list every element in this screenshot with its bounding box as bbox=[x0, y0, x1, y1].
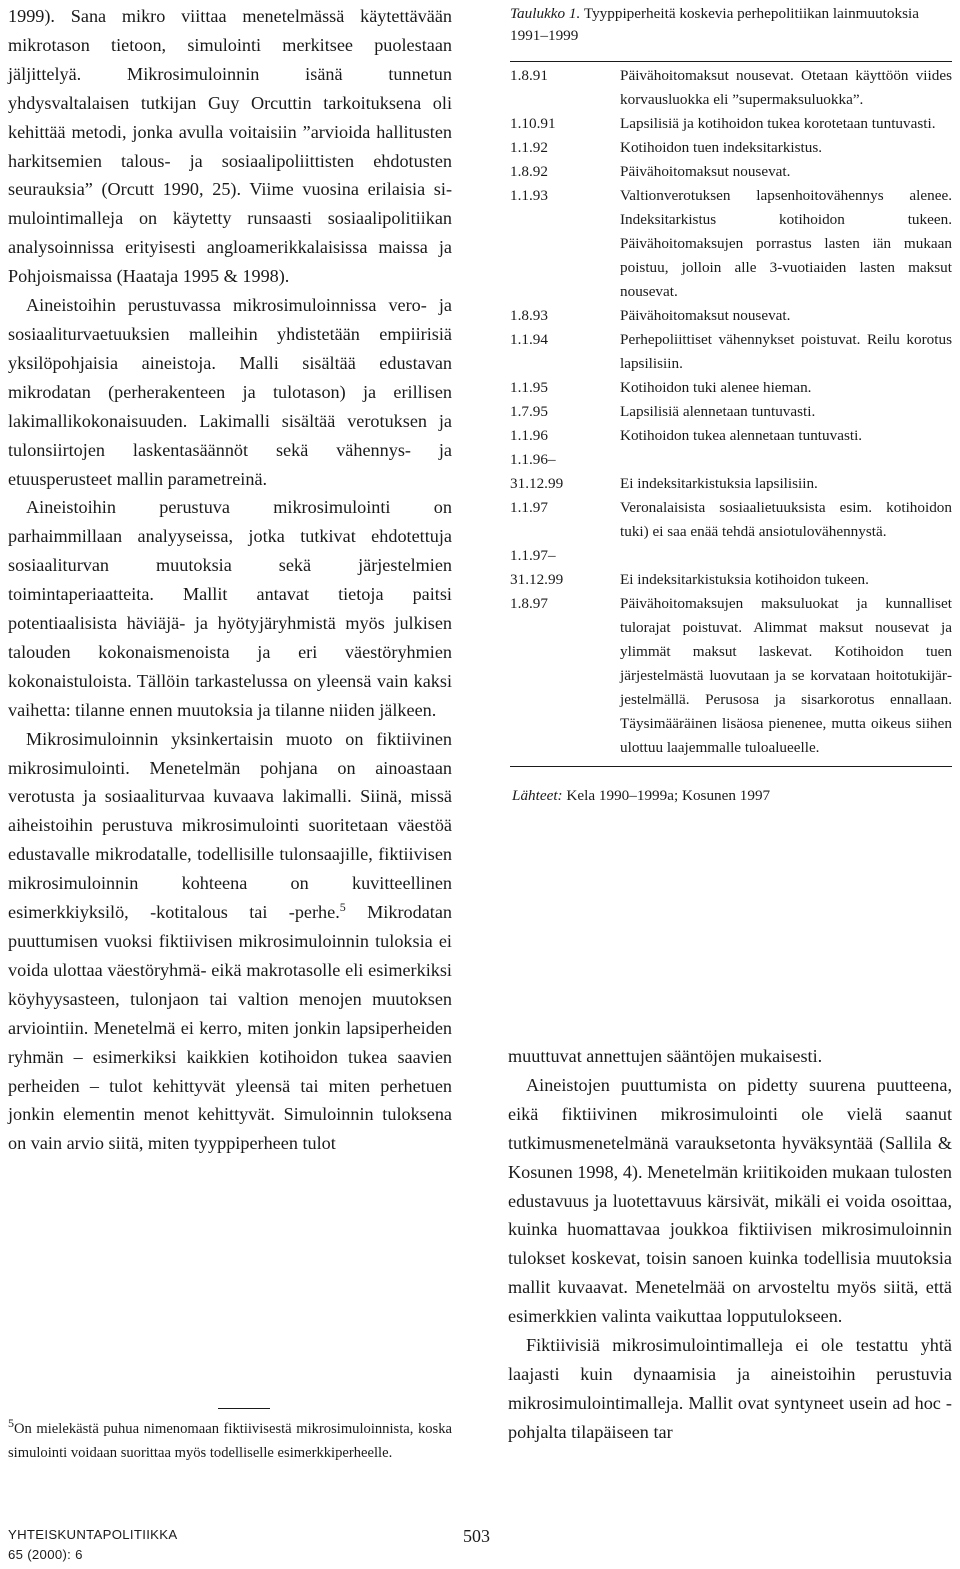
table-row bbox=[510, 184, 952, 304]
row-date: 1.7.95 bbox=[510, 403, 548, 420]
right-column bbox=[508, 1042, 952, 1447]
table-body bbox=[510, 64, 952, 760]
row-description: Päivähoitomaksujen maksuluokat ja kunnalliset tulorajat poistuvat. Alimmat maksut nousevat ja ylimmät maksut laskevat. Kotihoidon tuen järjestelmästä luovutaan ja se korvataan hoitotukijärjestelmällä. Perusosa ja sisarkorotus ennallaan. Täysimääräinen lisäosa pienenee, mutta oikeus siihen ulottuu laajemmalle tuloalueelle. bbox=[620, 595, 952, 756]
table-row bbox=[510, 400, 952, 424]
table-row bbox=[510, 568, 952, 592]
row-date: 1.1.97– bbox=[510, 547, 556, 564]
table-block bbox=[510, 0, 952, 807]
row-date: 31.12.99 bbox=[510, 475, 564, 492]
paragraph-text: Mikrosimuloinnin yksinkertaisin muoto on fiktiivinen mikrosimulointi. Menetelmän pohjana on ainoastaan verotusta ja sosiaaliturvaa kuvaava lakimalli. Siinä, missä aiheistoihin perustuva mikrosimulointi suoritetaan väestöä edustavalle mikrodatalle, todellisille tulonsaajille, fiktiivisen mikrosimuloinnin kohteena on kuvitteellinen esimerkkiyksilö, -kotitalous tai -perhe. bbox=[8, 728, 452, 923]
table-title: Tyyppiperheitä koskevia perhepolitiikan lainmuutoksia 1991–1999 bbox=[510, 5, 919, 44]
row-date: 1.1.93 bbox=[510, 187, 548, 204]
table-row bbox=[510, 112, 952, 136]
row-description: Päivähoitomaksut nousevat. Otetaan käyttöön viides korvausluokka eli ”supermaksuluokka”. bbox=[620, 67, 952, 108]
table-sources bbox=[512, 785, 952, 807]
row-description: Veronalaisista sosiaalietuuksista esim. kotihoidon tuki) ei saa enää tehdä ansiotulovähennystä. bbox=[620, 499, 952, 540]
body-paragraph bbox=[8, 725, 452, 1159]
row-description: Ei indeksitarkistuksia lapsilisiin. bbox=[620, 475, 818, 492]
sources-label: Lähteet: bbox=[512, 787, 563, 804]
page-number: 503 bbox=[463, 1526, 490, 1546]
table-row bbox=[510, 472, 952, 496]
row-date: 1.8.91 bbox=[510, 67, 548, 84]
row-description: Valtionverotuksen lapsenhoitovähennys alenee. Indeksitarkistus kotihoidon tukeen. Päivähoitomaksujen porrastus lasten iän mukaan poistuu, jolloin alle 3-vuotiaiden lasten maksut nousevat. bbox=[620, 187, 952, 300]
row-date: 1.1.94 bbox=[510, 331, 548, 348]
table-bottom-rule bbox=[510, 766, 952, 767]
table-row bbox=[510, 544, 952, 568]
table-row bbox=[510, 304, 952, 328]
row-date: 1.8.97 bbox=[510, 595, 548, 612]
table-row bbox=[510, 496, 952, 544]
table-caption bbox=[510, 3, 952, 47]
body-paragraph: Aineistoihin perustuvassa mikrosimuloinnissa vero- ja sosiaaliturvaetuuksien malleihin yhdistetään empiirisiä yksilöpohjaisia aineistoja. Malli sisältää edustavan mikrodatan (perherakenteen ja tulotason) ja erillisen lakimallikokonaisuuden. Lakimalli sisältää verotuksen ja tulonsiirtojen laskentasäännöt sekä vähennys- ja etuusperusteet mallin parametreinä. bbox=[8, 295, 452, 489]
row-description: Ei indeksitarkistuksia kotihoidon tukeen. bbox=[620, 571, 869, 588]
table-row bbox=[510, 376, 952, 400]
row-date: 31.12.99 bbox=[510, 571, 564, 588]
row-description: Perhepoliittiset vähennykset poistuvat. Reilu korotus lapsilisiin. bbox=[620, 331, 952, 372]
row-date: 1.8.92 bbox=[510, 163, 548, 180]
table-top-rule bbox=[510, 61, 952, 62]
row-date: 1.1.96 bbox=[510, 427, 548, 444]
row-description: Kotihoidon tuki alenee hieman. bbox=[620, 379, 812, 396]
table-row bbox=[510, 424, 952, 448]
table-label: Taulukko 1. bbox=[510, 5, 581, 22]
journal-name: YHTEISKUNTAPOLITIIKKA bbox=[8, 1527, 178, 1542]
row-date: 1.1.92 bbox=[510, 139, 548, 156]
row-description: Lapsilisiä ja kotihoidon tukea korotetaan tuntuvasti. bbox=[620, 115, 936, 132]
body-paragraph: 1999). Sana mikro viittaa menetelmässä käytettävään mikrotason tietoon, simulointi merkitsee puolestaan jäljittelyä. Mikrosimuloinnin isänä tunnetun yhdysvaltalaisen tutkijan Guy Orcuttin tarkoituksena oli kehittää metodi, jonka avulla voitaisiin ”arvioida hallitusten harkitsemien talous- ja sosiaalipoliittisten ehdotusten seurauksia” (Orcutt 1990, 25). Viime vuosina erilaisia simulointimalleja on käytetty runsaasti sosiaalipolitiikan analysoinnissa erityisesti angloamerikkalaisissa maissa ja Pohjoismaissa (Haataja 1995 & 1998). bbox=[8, 6, 452, 287]
row-description: Kotihoidon tuen indeksitarkistus. bbox=[620, 139, 823, 156]
footnote-divider bbox=[218, 1408, 270, 1409]
row-description: Päivähoitomaksut nousevat. bbox=[620, 307, 791, 324]
footnote-text: On mielekästä puhua nimenomaan fiktiivisestä mikrosimuloinnista, koska simulointi voidaan suorittaa myös todelliselle esimerkkiperheelle. bbox=[8, 1421, 452, 1461]
journal-info bbox=[8, 1525, 177, 1565]
row-description: Kotihoidon tukea alennetaan tuntuvasti. bbox=[620, 427, 863, 444]
table-row bbox=[510, 136, 952, 160]
journal-issue: 65 (2000): 6 bbox=[8, 1547, 83, 1562]
row-date: 1.1.96– bbox=[510, 451, 556, 468]
row-description bbox=[620, 448, 952, 472]
row-date: 1.1.97 bbox=[510, 499, 548, 516]
row-description: Päivähoitomaksut nousevat. bbox=[620, 163, 791, 180]
row-date: 1.1.95 bbox=[510, 379, 548, 396]
body-paragraph: Aineistoihin perustuva mikrosimulointi on parhaimmillaan analyyseissa, jotka tutkivat ehdotettuja sosiaaliturvan muutoksia sekä järjestelmien toimintaperiaatteita. Mallit antavat tietoja paitsi potentiaalisista häviäjä- ja hyötyjäryhmistä myös julkisen talouden kokonaismenoista ja eri väestöryhmien kokonaistuloista. Tällöin tarkastelussa on yleensä vain kaksi vaihetta: tilanne ennen muutoksia ja tilanne niiden jälkeen. bbox=[8, 497, 452, 720]
paragraph-text: Mikrodatan puuttumisen vuoksi fiktiivisen mikrosimuloinnin tuloksia ei voida ulottaa väestöryhmä- eikä makrotasolle eli esimerkiksi köyhyysasteen, tulonjaon tai valtion menojen muutoksen arviointiin. Menetelmä ei kerro, miten jonkin lapsiperheiden ryhmän – esimerkiksi kaikkien kotihoidon tukea saavien perheiden – tulot kehittyvät yleensä tai miten perhetuen jonkin elementin menot kehittyvät. Simuloinnin tuloksena on vain arvio siitä, miten tyyppiperheen tulot bbox=[8, 902, 452, 1154]
table-row bbox=[510, 160, 952, 184]
row-date: 1.8.93 bbox=[510, 307, 548, 324]
body-paragraph: Fiktiivisiä mikrosimulointimalleja ei ole testattu yhtä laajasti kuin dynaamisia ja aineistoihin perustuvia mikrosimulointimalleja. Mallit ovat syntyneet usein ad hoc -pohjalta tilapäiseen tar bbox=[508, 1335, 952, 1442]
body-paragraph: Aineistojen puuttumista on pidetty suurena puutteena, eikä fiktiivinen mikrosimulointi ole vielä saanut tutkimusmenetelmänä varauksetonta hyväksyntää (Sallila & Kosunen 1998, 4). Menetelmän kriitikoiden mukaan tulosten edustavuus ja luotettavuus kärsivät, mikäli ei voida osoittaa, kuinka huomattavaa joukkoa fiktiivisen mikrosimuloinnin tulokset koskevat, toisin sanoen kuinka todellisia muutoksia mallit kuvaavat. Menetelmää on arvosteltu myös siitä, että esimerkkien valinta vaikuttaa lopputulokseen. bbox=[508, 1074, 952, 1327]
table-row bbox=[510, 592, 952, 760]
row-description: Lapsilisiä alennetaan tuntuvasti. bbox=[620, 403, 816, 420]
row-description bbox=[620, 544, 952, 568]
table-row bbox=[510, 64, 952, 112]
table-row bbox=[510, 448, 952, 472]
footnote-number: 5 bbox=[8, 1416, 14, 1430]
footnote-marker: 5 bbox=[339, 900, 346, 915]
body-paragraph: muuttuvat annettujen sääntöjen mukaisesti. bbox=[508, 1046, 823, 1066]
left-column bbox=[8, 2, 452, 1158]
footnote bbox=[8, 1418, 452, 1465]
table-row bbox=[510, 328, 952, 376]
sources-text: Kela 1990–1999a; Kosunen 1997 bbox=[566, 787, 771, 804]
row-date: 1.10.91 bbox=[510, 115, 556, 132]
